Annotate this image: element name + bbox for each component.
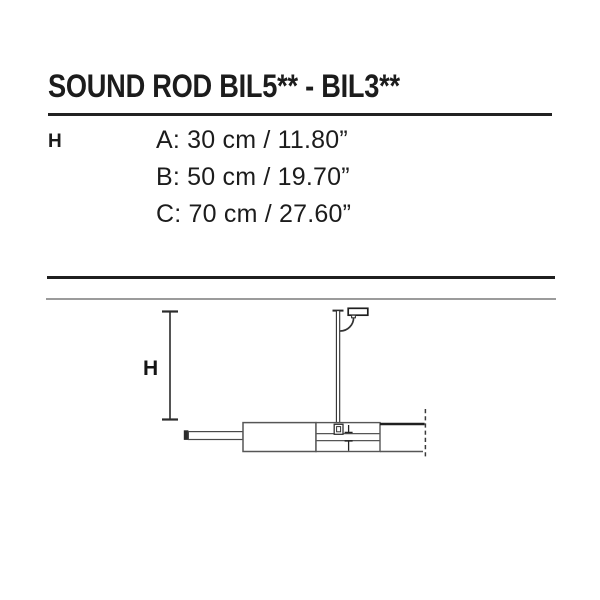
technical-drawing [0,295,600,480]
lamp-bar [184,423,425,452]
spec-row-a: A: 30 cm / 11.80” [156,126,348,154]
rod-clamp-bracket [334,424,343,434]
spec-row-b: B: 50 cm / 19.70” [156,163,350,191]
spec-height-label: H [48,131,62,152]
spec-row-c: C: 70 cm / 27.60” [156,200,352,228]
height-dimension-line [162,312,178,420]
lamp-bar-main-body [243,423,316,452]
swivel-arc [340,318,354,331]
lamp-bar-right-extension [380,424,425,452]
ceiling-mount-canopy [348,308,368,318]
title-underline [48,113,552,116]
drawing-height-label: H [143,357,159,380]
lamp-bar-left-tube [188,432,243,440]
lamp-bar-left-endcap [184,430,189,440]
page-title: SOUND ROD BIL5** - BIL3** [48,68,400,104]
spec-list [156,122,351,233]
suspension-rod [333,311,344,425]
separator-thick [47,276,555,279]
